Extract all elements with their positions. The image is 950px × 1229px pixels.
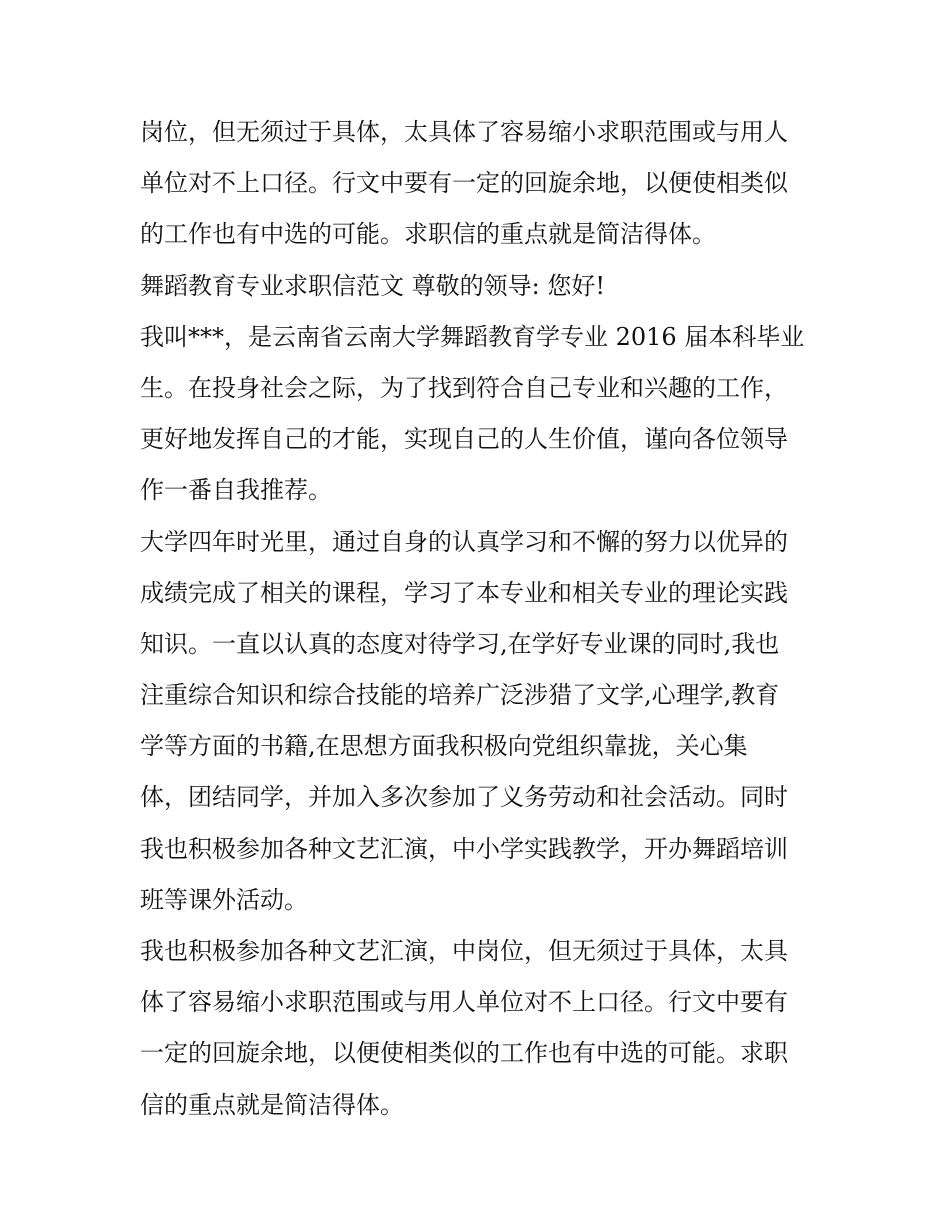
text-line: 一定的回旋余地，以便使相类似的工作也有中选的可能。求职 xyxy=(140,1039,788,1068)
text-line: 注重综合知识和综合技能的培养广泛涉猎了文学,心理学,教育 xyxy=(140,681,780,710)
text-line: 学等方面的书籍,在思想方面我积极向党组织靠拢，关心集 xyxy=(140,732,748,761)
text-line: 信的重点就是简洁得体。 xyxy=(140,1090,404,1119)
text-line: 体了容易缩小求职范围或与用人单位对不上口径。行文中要有 xyxy=(140,988,788,1017)
text-line: 我也积极参加各种文艺汇演，中岗位，但无须过于具体，太具 xyxy=(140,937,788,965)
text-line: 体，团结同学，并加入多次参加了义务劳动和社会活动。同时 xyxy=(140,783,788,812)
text-line: 成绩完成了相关的课程，学习了本专业和相关专业的理论实践 xyxy=(140,578,788,607)
text-line: 的工作也有中选的可能。求职信的重点就是简洁得体。 xyxy=(140,220,716,249)
document-body xyxy=(140,107,830,1131)
text-line: 单位对不上口径。行文中要有一定的回旋余地，以便使相类似 xyxy=(140,169,788,198)
section-heading-line: 舞蹈教育专业求职信范文 尊敬的领导: 您好! xyxy=(140,271,605,300)
text-line: 我也积极参加各种文艺汇演，中小学实践教学，开办舞蹈培训 xyxy=(140,834,788,863)
text-line: 知识。一直以认真的态度对待学习,在学好专业课的同时,我也 xyxy=(140,629,780,658)
text-line: 班等课外活动。 xyxy=(140,885,308,914)
text-line: 更好地发挥自己的才能，实现自己的人生价值，谨向各位领导 xyxy=(140,425,788,454)
text-line: 我叫***，是云南省云南大学舞蹈教育学专业 2016 届本科毕业 xyxy=(140,322,805,351)
text-line: 作一番自我推荐。 xyxy=(140,476,332,505)
text-line: 岗位，但无须过于具体，太具体了容易缩小求职范围或与用人 xyxy=(140,118,788,146)
text-line: 生。在投身社会之际，为了找到符合自己专业和兴趣的工作， xyxy=(140,373,788,402)
text-line: 大学四年时光里，通过自身的认真学习和不懈的努力以优异的 xyxy=(140,527,788,556)
